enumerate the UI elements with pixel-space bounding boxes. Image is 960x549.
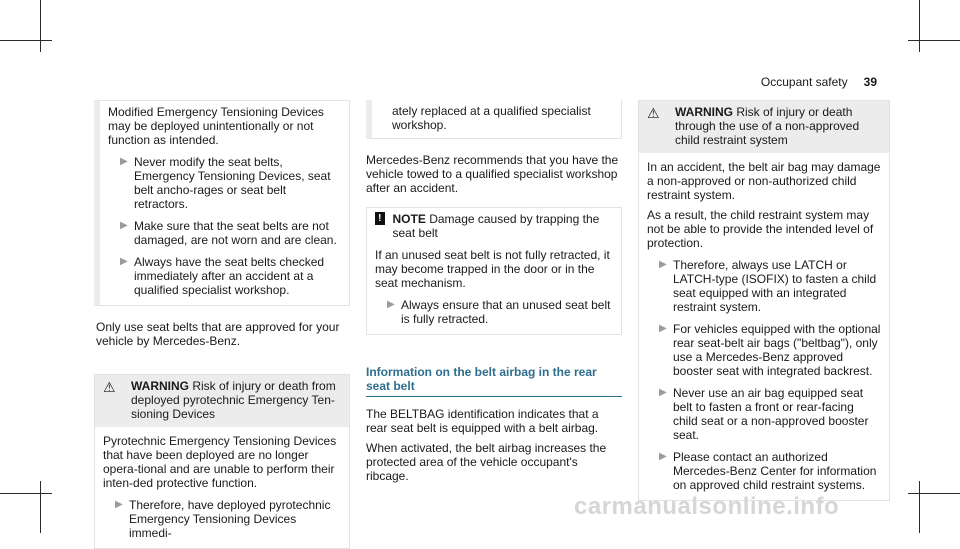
arrow-right-icon: ▶ bbox=[115, 499, 123, 510]
note-body: If an unused seat belt is not fully retracted, it may become trapped in the door or in the seat mechanism. bbox=[375, 248, 610, 290]
warning-box bbox=[638, 100, 890, 501]
note-exclamation-icon: ! bbox=[375, 212, 385, 225]
crop-mark bbox=[0, 493, 52, 494]
arrow-right-icon: ▶ bbox=[120, 256, 128, 267]
column-1 bbox=[94, 100, 350, 549]
note-label: NOTE bbox=[392, 212, 426, 226]
warning-label: WARNING bbox=[675, 105, 733, 119]
list-item: ▶ For vehicles equipped with the optional rear seat-belt air bags ("beltbag"), only use a Mercedes-Benz approved booster seat with integrated backrest. bbox=[647, 322, 881, 378]
arrow-right-icon: ▶ bbox=[120, 156, 128, 167]
list-item: ▶ Therefore, have deployed pyrotechnic Emergency Tensioning Devices immedi- bbox=[103, 498, 341, 540]
column-3 bbox=[638, 100, 890, 501]
section-heading: Information on the belt airbag in the rear seat belt bbox=[366, 365, 622, 397]
warning-heading: Risk of injury or death through the use of a non-approved child restraint system bbox=[675, 105, 860, 147]
watermark: carmanualsonline.info bbox=[574, 493, 840, 520]
list-item: ▶ Therefore, always use LATCH or LATCH-type (ISOFIX) to fasten a child seat equipped with an integrated restraint system. bbox=[647, 258, 881, 314]
warning-box bbox=[94, 374, 350, 549]
warning-continuation: ately replaced at a qualified specialist workshop. bbox=[366, 100, 622, 139]
list-item: ▶ Make sure that the seat belts are not damaged, are not worn and are clean. bbox=[108, 219, 341, 247]
arrow-right-icon: ▶ bbox=[387, 299, 395, 310]
warning-header bbox=[639, 101, 889, 153]
list-item: ▶ Always have the seat belts checked immediately after an accident at a qualified specialist workshop. bbox=[108, 255, 341, 297]
list-item: ▶ Please contact an authorized Mercedes-Benz Center for information on approved child restraint systems. bbox=[647, 450, 881, 492]
arrow-right-icon: ▶ bbox=[120, 220, 128, 231]
note-box bbox=[366, 207, 622, 335]
crop-mark bbox=[908, 40, 960, 41]
crop-mark bbox=[908, 493, 960, 494]
crop-mark bbox=[0, 40, 52, 41]
page-number: 39 bbox=[863, 75, 877, 89]
crop-mark bbox=[40, 0, 41, 52]
column-2 bbox=[366, 100, 622, 483]
arrow-right-icon: ▶ bbox=[659, 323, 667, 334]
crop-mark bbox=[919, 0, 920, 52]
arrow-right-icon: ▶ bbox=[659, 259, 667, 270]
crop-mark bbox=[40, 481, 41, 533]
paragraph: The BELTBAG identification indicates that a rear seat belt is equipped with a belt airbag. bbox=[366, 407, 599, 435]
paragraph: Mercedes-Benz recommends that you have the vehicle towed to a qualified specialist workshop after an accident. bbox=[366, 153, 619, 195]
note-heading: Damage caused by trapping the seat belt bbox=[392, 212, 600, 240]
list-item: ▶ Never modify the seat belts, Emergency Tensioning Devices, seat belt ancho-rages or seat belt retractors. bbox=[108, 155, 341, 211]
arrow-right-icon: ▶ bbox=[659, 387, 667, 398]
warning-triangle-icon: ⚠ bbox=[647, 105, 660, 121]
warning-header bbox=[95, 375, 349, 427]
paragraph: Only use seat belts that are approved for your vehicle by Mercedes-Benz. bbox=[96, 320, 340, 348]
info-box bbox=[94, 100, 350, 306]
list-item: ▶ Never use an air bag equipped seat belt to fasten a front or rear-facing child seat or a non-approved booster seat. bbox=[647, 386, 881, 442]
list-item: ▶ Always ensure that an unused seat belt is fully retracted. bbox=[375, 298, 613, 326]
crop-mark bbox=[919, 481, 920, 533]
warning-body: Pyrotechnic Emergency Tensioning Devices that have been deployed are no longer opera-tional and are unable to perform their inten-ded protective function. ▶ Therefore, have deployed pyrotechnic Emergency Tensioning Devices immedi- bbox=[95, 427, 349, 548]
warning-body: In an accident, the belt air bag may damage a non-approved or non-authorized child restraint system. As a result, the child restraint system may not be able to provide the intended level of protection. ▶ Therefore, always use LATCH or LATCH-type (ISOFIX) to fasten a child seat equipped with an integrated restraint system. ▶ For vehicles equipped with the optional rear seat-belt air bags ("beltbag"), only use a Mercedes-Benz approved booster seat with integrated backrest. ▶ Never use an air bag equipped seat belt to fasten a front or rear-facing child seat or a non-approved booster seat. ▶ Please contact an authorized Mercedes-Benz Center for information on approved child restraint systems. bbox=[647, 160, 881, 492]
section-title: Occupant safety bbox=[760, 75, 848, 89]
warning-label: WARNING bbox=[131, 379, 189, 393]
page-header bbox=[761, 75, 877, 89]
info-intro: Modified Emergency Tensioning Devices may be deployed unintentionally or not function as intended. bbox=[108, 105, 324, 147]
paragraph: When activated, the belt airbag increases the protected area of the vehicle occupant's ribcage. bbox=[366, 441, 607, 483]
arrow-right-icon: ▶ bbox=[659, 451, 667, 462]
warning-heading: Risk of injury or death from deployed pyrotechnic Emergency Ten-sioning Devices bbox=[131, 379, 336, 421]
warning-triangle-icon: ⚠ bbox=[103, 379, 116, 395]
